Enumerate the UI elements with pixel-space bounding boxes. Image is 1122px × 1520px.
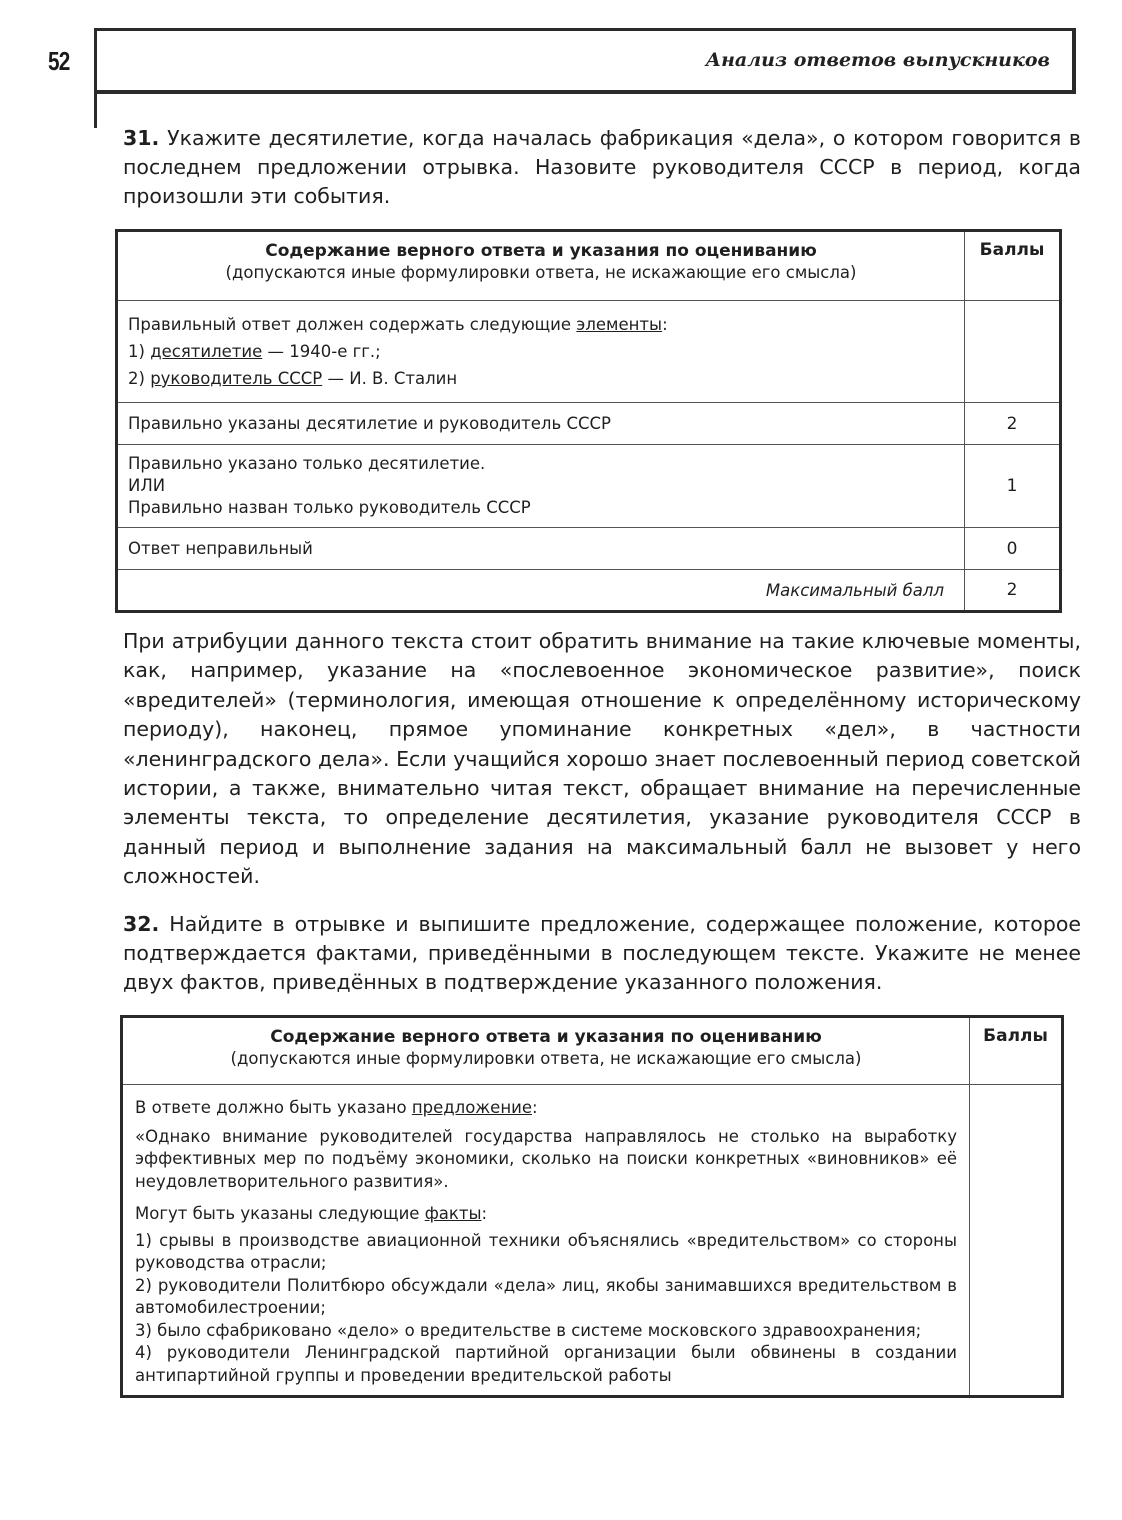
item-2-text: — И. В. Сталин <box>322 369 458 388</box>
header-divider <box>94 92 97 128</box>
criterion-line: Правильно указано только десятилетие. <box>128 454 486 473</box>
score-cell: 2 <box>965 403 1061 445</box>
table-row <box>117 528 1061 570</box>
score-cell: 1 <box>965 445 1061 528</box>
empty-score-cell <box>965 301 1061 403</box>
answer-intro-keyword: элементы <box>576 315 663 334</box>
task-32 <box>123 910 1081 997</box>
criterion-cell: Ответ неправильный <box>117 528 965 570</box>
sentence-intro <box>135 1097 957 1120</box>
list-item: 3) было сфабриковано «дело» о вредительстве в системе московского здравоохранения; <box>135 1320 922 1340</box>
header-note: (допускаются иные формулировки ответа, не искажающие его смысла) <box>225 263 857 282</box>
item-1-prefix: 1) <box>128 342 145 361</box>
answer-content-cell <box>122 1085 970 1397</box>
table-row <box>117 445 1061 528</box>
scoring-table-31 <box>115 229 1062 613</box>
quoted-sentence: «Однако внимание руководителей государства направлялось не столько на выработку эффективных мер по подъёму экономики, сколько на поиски конкретных «виновников» её неудовлетворительного развития». <box>135 1126 957 1191</box>
list-item: 2) руководители Политбюро обсуждали «дела» лиц, якобы занимавшихся вредительством в автомобилестроении; <box>135 1275 957 1317</box>
facts-intro-end: : <box>481 1204 488 1223</box>
criterion-cell <box>117 445 965 528</box>
task-32-number: 32. <box>123 912 160 936</box>
item-1-keyword: десятилетие <box>150 342 263 361</box>
list-item: 1) срывы в производстве авиационной техники объяснялись «вредительством» со стороны руководства отрасли; <box>135 1230 957 1272</box>
criterion-cell: Правильно указаны десятилетие и руководитель СССР <box>117 403 965 445</box>
header-title: Содержание верного ответа и указания по оцениванию <box>270 1027 822 1047</box>
table-row <box>122 1085 1063 1397</box>
task-31 <box>123 124 1081 211</box>
task-32-text: Найдите в отрывке и выпишите предложение, содержащее положение, которое подтверждается фактами, приведёнными в последующем тексте. Укажите не менее двух фактов, приведённых в подтверждение указанного положения. <box>123 912 1081 994</box>
running-title: Анализ ответов выпускников <box>705 49 1050 71</box>
table-header-row <box>122 1017 1063 1085</box>
item-2-keyword: руководитель СССР <box>150 369 323 388</box>
page-header <box>94 28 1076 94</box>
table-header-cell <box>117 231 965 301</box>
table-row-max <box>117 570 1061 612</box>
item-1-text: — 1940-е гг.; <box>262 342 381 361</box>
empty-score-cell <box>970 1085 1063 1397</box>
header-score: Баллы <box>970 1017 1063 1085</box>
criterion-line: ИЛИ <box>128 476 166 495</box>
facts-intro <box>135 1203 957 1226</box>
item-2-prefix: 2) <box>128 369 145 388</box>
sentence-intro-text: В ответе должно быть указано <box>135 1098 407 1117</box>
commentary-paragraph: При атрибуции данного текста стоит обратить внимание на такие ключевые моменты, как, например, указание на «послевоенное экономическое развитие», поиск «вредителей» (терминология, имеющая отношение к определённому историческому периоду), наконец, прямое упоминание конкретных «дел», в частности «ленинградского дела». Если учащийся хорошо знает послевоенный период советской истории, а также, внимательно читая текст, обращает внимание на перечисленные элементы текста, то определение десятилетия, указание руководителя СССР в данный период и выполнение задания на максимальный балл не вызовет у него сложностей. <box>123 629 1081 889</box>
task-31-text: Укажите десятилетие, когда началась фабрикация «дела», о котором говорится в последнем предложении отрывка. Назовите руководителя СССР в период, когда произошли эти события. <box>123 126 1081 208</box>
table-row <box>117 301 1061 403</box>
task-31-number: 31. <box>123 126 160 150</box>
sentence-intro-end: : <box>531 1098 538 1117</box>
header-title: Содержание верного ответа и указания по оцениванию <box>265 241 817 261</box>
header-note: (допускаются иные формулировки ответа, не искажающие его смысла) <box>230 1049 862 1068</box>
scoring-table-32 <box>120 1015 1064 1398</box>
answer-intro: Правильный ответ должен содержать следующие <box>128 315 572 334</box>
table-header-row <box>117 231 1061 301</box>
table-header-cell <box>122 1017 970 1085</box>
max-score-value: 2 <box>965 570 1061 612</box>
facts-intro-text: Могут быть указаны следующие <box>135 1204 420 1223</box>
header-score: Баллы <box>965 231 1061 301</box>
score-cell: 0 <box>965 528 1061 570</box>
list-item: 4) руководители Ленинградской партийной организации были обвинены в создании антипартийной группы и проведении вредительской работы <box>135 1343 957 1385</box>
max-score-label: Максимальный балл <box>117 570 965 612</box>
table-row <box>117 403 1061 445</box>
answer-intro-end: : <box>662 315 668 334</box>
sentence-intro-keyword: предложение <box>411 1098 532 1117</box>
facts-intro-keyword: факты <box>424 1204 482 1223</box>
page-number: 52 <box>48 46 70 76</box>
criterion-line: Правильно назван только руководитель СССР <box>128 498 531 517</box>
answer-elements-cell <box>117 301 965 403</box>
